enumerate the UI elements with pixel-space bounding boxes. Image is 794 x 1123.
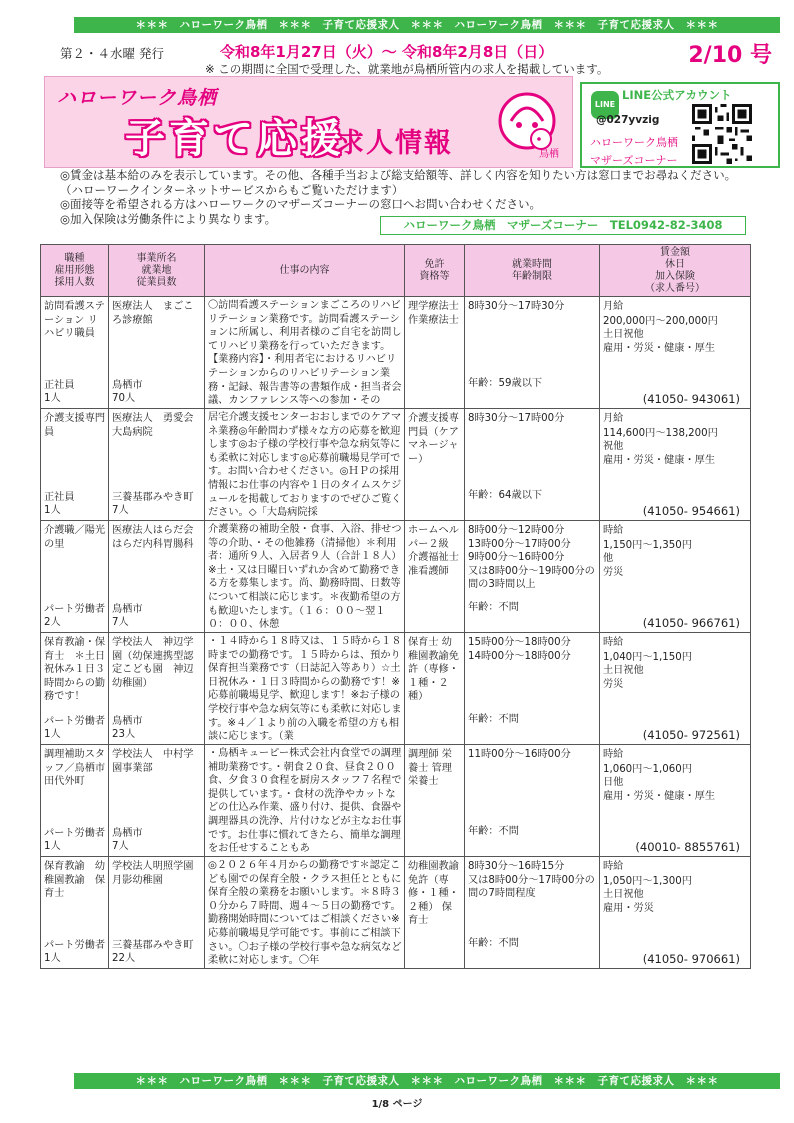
hours-cell — [465, 521, 600, 633]
title-banner — [44, 76, 573, 168]
bottom-banner: ＊＊＊ ハローワーク鳥栖 ＊＊＊ 子育て応援求人 ＊＊＊ ハローワーク鳥栖 ＊＊＊ 子育て応援求人 ＊＊＊ — [74, 1073, 780, 1089]
insurance: 雇用・労災 — [603, 902, 654, 914]
wage-cell — [600, 521, 751, 633]
wage-amount: 1,060円～1,060円 — [603, 763, 692, 775]
insurance: 雇用・労災・健康・厚生 — [603, 790, 716, 802]
description-cell — [205, 297, 405, 409]
work-location: 三養基郡みやき町 — [112, 939, 194, 951]
mascot-logo-icon — [497, 85, 565, 161]
hours-cell — [465, 857, 600, 969]
issue-day: 第２・４水曜 発行 — [60, 46, 164, 61]
holidays: 土日祝他 — [603, 329, 644, 341]
license-cell — [405, 633, 465, 745]
license-cell — [405, 297, 465, 409]
wage-amount: 1,150円～1,350円 — [603, 539, 692, 551]
wage-cell — [600, 857, 751, 969]
job-title: 調理補助スタッフ／鳥栖市田代外町 — [44, 749, 106, 788]
holidays: 日他 — [603, 777, 624, 789]
work-hours: 9時00分～16時00分 — [468, 552, 565, 564]
employer-name: 医療法人 勇愛会 大島病院 — [112, 413, 204, 438]
age-limit: 年齢：不問 — [468, 714, 519, 726]
wage-type: 月給 — [603, 301, 624, 312]
required-license: 理学療法士 作業療法士 — [408, 301, 459, 326]
required-license: 保育士 幼稚園教諭免許（専修・１種・２種） — [408, 637, 459, 703]
holidays: 他 — [603, 553, 614, 565]
license-cell — [405, 745, 465, 857]
page-number: 1/8 ページ — [371, 1099, 423, 1110]
table-row — [41, 409, 751, 521]
line-title: LINE公式アカウント — [622, 88, 732, 102]
header-type: 職種 雇用形態 採用人数 — [41, 245, 109, 297]
work-hours: 8時30分～17時30分 — [468, 301, 565, 312]
work-hours: 又は8時00分～17時00分の間の7時間程度 — [468, 874, 595, 900]
wage-cell — [600, 633, 751, 745]
employment-type: 正社員 — [44, 491, 75, 503]
work-hours: 8時00分～12時00分 — [468, 525, 565, 536]
job-description: 介護業務の補助全般・食事、入浴、排せつ等の介助、・その他雑務（清掃他）＊利用者：通所９人、入居者９人（合計１８人）※土・又は日曜日いずれか含めて勤務できる方を募集します。尚、勤務時間、日数等について相談に応じます。＊夜勤希望の方も歓迎いたします。（１６：００～翌１０：００、休憩 — [208, 524, 402, 631]
job-type-cell — [41, 521, 109, 633]
wage-amount: 114,600円～138,200円 — [603, 427, 718, 439]
employment-type: パート労働者 — [44, 715, 106, 727]
description-cell — [205, 633, 405, 745]
required-license: 調理師 栄養士 管理栄養士 — [408, 749, 452, 788]
employer-name: 学校法人 中村学園事業部 — [112, 749, 194, 774]
work-location: 鳥栖市 — [112, 827, 143, 839]
staff-count: 7人 — [112, 617, 129, 629]
line-org: ハローワーク鳥栖 — [590, 136, 678, 149]
description-cell — [205, 409, 405, 521]
staff-count: 22人 — [112, 953, 136, 965]
wage-cell — [600, 297, 751, 409]
license-cell — [405, 857, 465, 969]
work-hours: 11時00分～16時00分 — [468, 749, 571, 760]
hours-cell — [465, 633, 600, 745]
employer-cell — [109, 745, 205, 857]
insurance: 労災 — [603, 566, 624, 578]
hiring-count: 1人 — [44, 505, 61, 517]
hours-cell — [465, 409, 600, 521]
employer-cell — [109, 409, 205, 521]
job-title: 介護支援専門員 — [44, 413, 106, 438]
job-type-cell — [41, 745, 109, 857]
table-row — [41, 857, 751, 969]
hiring-count: 1人 — [44, 393, 61, 405]
table-row — [41, 745, 751, 857]
job-title: 訪問看護ステーション リハビリ職員 — [44, 301, 105, 340]
employer-cell — [109, 633, 205, 745]
age-limit: 年齢：59歳以下 — [468, 378, 543, 390]
issue-period: 令和8年1月27日（火）～ 令和8年2月8日（日） — [220, 43, 554, 61]
staff-count: 7人 — [112, 841, 129, 853]
job-title: 介護職／陽光の里 — [44, 525, 106, 550]
work-location: 鳥栖市 — [112, 715, 143, 727]
job-type-cell — [41, 297, 109, 409]
employment-type: パート労働者 — [44, 939, 106, 951]
work-hours: 又は8時00分～19時00分の間の3時間以上 — [468, 565, 595, 591]
employer-name: 学校法人 神辺学園（幼保連携型認定こども園 神辺幼稚園） — [112, 637, 194, 689]
job-type-cell — [41, 633, 109, 745]
wage-amount: 1,040円～1,150円 — [603, 651, 692, 663]
table-row — [41, 633, 751, 745]
job-number[interactable]: (41050- 972561) — [642, 728, 740, 743]
description-cell — [205, 857, 405, 969]
job-type-cell — [41, 409, 109, 521]
work-hours: 15時00分～18時00分 — [468, 637, 571, 648]
job-title: 保育教諭・保育士 ＊土日祝休み１日３時間からの勤務です！ — [44, 637, 106, 703]
employment-type: パート労働者 — [44, 603, 106, 615]
wage-type: 時給 — [603, 637, 624, 648]
note-line: ◎賃金は基本給のみを表示しています。その他、各種手当および総支給額等、詳しく内容を知りたい方は窓口までお尋ねください。 — [60, 168, 737, 182]
job-description: 〇訪問看護ステーションまごころのリハビリテーション業務です。訪問看護ステーションに所属し、利用者様のご自宅を訪問してリハビリ業務を行っていただきます。【業務内容】・利用者宅におけるリハビリテーションからのリハビリテーション業務・記録、報告書等の書類作成・担当者会議、カンファレンス等への参加・その — [208, 300, 402, 407]
description-cell — [205, 521, 405, 633]
employer-name: 医療法人 まごころ診療館 — [112, 301, 194, 326]
staff-count: 7人 — [112, 505, 129, 517]
work-hours: 14時00分～18時00分 — [468, 650, 571, 662]
wage-type: 時給 — [603, 749, 624, 760]
job-number[interactable]: (41050- 954661) — [642, 504, 740, 519]
insurance: 雇用・労災・健康・厚生 — [603, 454, 716, 466]
header-hours: 就業時間 年齢制限 — [465, 245, 600, 297]
employer-cell — [109, 297, 205, 409]
age-limit: 年齢：不問 — [468, 938, 519, 950]
table-header-row — [41, 245, 751, 297]
required-license: 幼稚園教諭免許（専修・１種・２種） 保育士 — [408, 861, 459, 927]
contact-box: ハローワーク鳥栖 マザーズコーナー TEL0942-82-3408 — [380, 216, 746, 235]
employer-name: 学校法人明照学園 月影幼稚園 — [112, 861, 204, 886]
job-description: ・１４時から１８時又は、１５時から１８時までの勤務です。１５時からは、預かり保育担当業務です（日誌記入等あり）☆土日祝休み・１日３時間からの勤務です！※応募前職場見学、歓迎します！※お子様の学校行事や急な病気等にも柔軟に対応します。※４／１より前の入職を希望の方も相談に応じます。（業 — [208, 636, 402, 743]
wage-type: 時給 — [603, 525, 624, 536]
table-row — [41, 521, 751, 633]
holidays: 土日祝他 — [603, 889, 644, 901]
header-description: 仕事の内容 — [205, 245, 405, 297]
wage-amount: 200,000円～200,000円 — [603, 315, 718, 327]
table-row — [41, 297, 751, 409]
job-description: 居宅介護支援センターおおしまでのケアマネ業務◎年齢問わず様々な方の応募を歓迎します◎お子様の学校行事や急な病気等にも柔軟に対応します◎応募前職場見学可です。お問い合わせください。◎ＨＰの採用情報にお仕事の内容や１日のタイムスケジュールを掲載しておりますのでぜひご覧ください。◇「大島病院採 — [208, 412, 402, 519]
title-sub: 求人情報 — [337, 128, 453, 159]
required-license: ホームヘルパー２級 介護福祉士 准看護師 — [408, 525, 459, 577]
header-license: 免許 資格等 — [405, 245, 465, 297]
job-number[interactable]: (40010- 8855761) — [635, 840, 740, 855]
note-line: ◎面接等を希望される方はハローワークのマザーズコーナーの窓口へお問い合わせください。 — [60, 197, 541, 212]
hours-cell — [465, 297, 600, 409]
hiring-count: 1人 — [44, 729, 61, 741]
description-cell — [205, 745, 405, 857]
title-org: ハローワーク鳥栖 — [57, 87, 218, 109]
employment-type: パート労働者 — [44, 827, 106, 839]
hours-cell — [465, 745, 600, 857]
hiring-count: 1人 — [44, 841, 61, 853]
work-hours: 8時30分～16時15分 — [468, 861, 565, 872]
top-banner: ＊＊＊ ハローワーク鳥栖 ＊＊＊ 子育て応援求人 ＊＊＊ ハローワーク鳥栖 ＊＊＊ 子育て応援求人 ＊＊＊ — [74, 17, 780, 33]
insurance: 労災 — [603, 678, 624, 690]
work-location: 鳥栖市 — [112, 379, 143, 391]
job-description: ・鳥栖キューピー株式会社内食堂での調理補助業務です。・朝食２０食、昼食２００食、夕食３０食程を厨房スタッフ７名程で提供しています。・食材の洗浄やカットなどの仕込み作業、盛り付け、提供、食器や調理器具の洗浄、片付けなどが主なお仕事です。お仕事に慣れてきたら、簡単な調理をお任せすることもあ — [208, 748, 402, 855]
job-number[interactable]: (41050- 970661) — [642, 952, 740, 967]
insurance: 雇用・労災・健康・厚生 — [603, 342, 716, 354]
title-main: 子育て応援 — [125, 116, 345, 162]
issue-number: 2/10 号 — [688, 43, 772, 68]
work-location: 三養基郡みやき町 — [112, 491, 194, 503]
holidays: 土日祝他 — [603, 665, 644, 677]
required-license: 介護支援専門員（ケアマネージャー） — [408, 413, 459, 465]
wage-cell — [600, 409, 751, 521]
employment-type: 正社員 — [44, 379, 75, 391]
job-description: ◎２０２６年４月からの勤務です＊認定こども園での保育全般・クラス担任とともに保育全般の業務をお願いします。＊８時３０分から７時間、週４～５日の勤務です。勤務開始時間についてはご相談ください※応募前職場見学可能です。事前にご相談下さい。〇お子様の学校行事や急な病気など柔軟に対応します。〇年 — [208, 860, 402, 967]
employer-cell — [109, 857, 205, 969]
line-app-icon: LINE — [591, 91, 619, 119]
wage-cell — [600, 745, 751, 857]
employer-name: 医療法人はらだ会 はらだ内科胃腸科 — [112, 525, 204, 550]
line-corner: マザーズコーナー — [590, 154, 678, 167]
period-notice: ※ この期間に全国で受理した、就業地が鳥栖所管内の求人を掲載しています。 — [205, 62, 609, 76]
license-cell — [405, 409, 465, 521]
line-account-box — [580, 82, 780, 168]
holidays: 祝他 — [603, 441, 624, 453]
wage-type: 時給 — [603, 861, 624, 872]
hiring-count: 1人 — [44, 953, 61, 965]
work-hours: 8時30分～17時00分 — [468, 413, 565, 424]
wage-type: 月給 — [603, 413, 624, 424]
qr-code-icon[interactable] — [692, 104, 752, 164]
job-table — [40, 244, 751, 969]
age-limit: 年齢：不問 — [468, 826, 519, 838]
line-id: @027yvzig — [596, 114, 660, 126]
work-hours: 13時00分～17時00分 — [468, 538, 571, 550]
job-title: 保育教諭 幼稚園教諭 保育士 — [44, 861, 106, 900]
wage-amount: 1,050円～1,300円 — [603, 875, 692, 887]
note-line: （ハローワークインターネットサービスからもご覧いただけます） — [60, 182, 404, 197]
license-cell — [405, 521, 465, 633]
header-employer: 事業所名 就業地 従業員数 — [109, 245, 205, 297]
staff-count: 70人 — [112, 393, 136, 405]
job-number[interactable]: (41050- 943061) — [642, 392, 740, 407]
hiring-count: 2人 — [44, 617, 61, 629]
employer-cell — [109, 521, 205, 633]
header-wage: 賃金額 休日 加入保険 （求人番号） — [600, 245, 751, 297]
job-number[interactable]: (41050- 966761) — [642, 616, 740, 631]
work-location: 鳥栖市 — [112, 603, 143, 615]
staff-count: 23人 — [112, 729, 136, 741]
job-type-cell — [41, 857, 109, 969]
age-limit: 年齢：64歳以下 — [468, 490, 543, 502]
age-limit: 年齢：不問 — [468, 602, 519, 614]
note-line: ◎加入保険は労働条件により異なります。 — [60, 211, 277, 226]
logo-text: 鳥栖 — [539, 149, 559, 160]
